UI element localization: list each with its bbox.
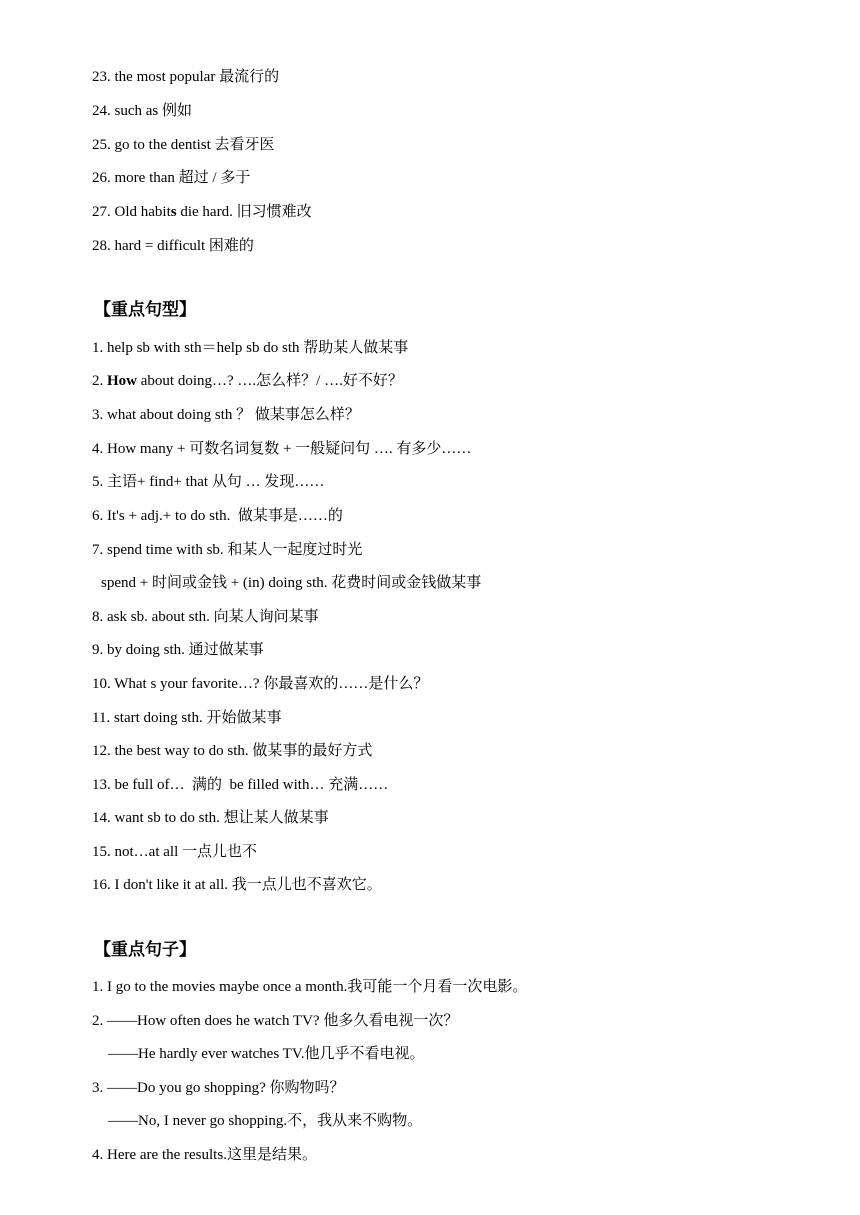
pattern-7b: spend + 时间或金钱 + (in) doing sth. 花费时间或金钱做某事 <box>101 575 482 591</box>
section-heading-patterns: 【重点句型】 <box>94 300 196 320</box>
phrase-25: 25. go to the dentist 去看牙医 <box>92 137 275 153</box>
phrase-27-bold: s <box>170 204 177 220</box>
pattern-1: 1. help sb with sth＝help sb do sth 帮助某人做某事 <box>92 340 409 356</box>
pattern-7: 7. spend time with sb. 和某人一起度过时光 <box>92 542 363 558</box>
sentence-1: 1. I go to the movies maybe once a month.我可能一个月看一次电影。 <box>92 979 528 995</box>
pattern-11: 11. start doing sth. 开始做某事 <box>92 710 282 726</box>
section-heading-sentences: 【重点句子】 <box>94 940 196 960</box>
pattern-2-post: about doing…? ….怎么样？/ ….好不好？ <box>137 373 403 389</box>
pattern-3: 3. what about doing sth ？ 做某事怎么样？ <box>92 407 360 423</box>
pattern-14: 14. want sb to do sth. 想让某人做某事 <box>92 810 329 826</box>
pattern-4: 4. How many + 可数名词复数 + 一般疑问句 …. 有多少…… <box>92 441 472 457</box>
sentence-3-answer: ——No, I never go shopping.不，我从来不购物。 <box>108 1113 423 1129</box>
pattern-15: 15. not…at all 一点儿也不 <box>92 844 257 860</box>
phrase-26: 26. more than 超过 / 多于 <box>92 170 251 186</box>
sentence-2-question: 2. ——How often does he watch TV? 他多久看电视一次？ <box>92 1013 459 1029</box>
phrase-27-post: die hard. 旧习惯难改 <box>176 204 312 220</box>
pattern-5: 5. 主语+ find+ that 从句 … 发现…… <box>92 474 325 490</box>
pattern-2-pre: 2. <box>92 373 107 389</box>
sentence-2-answer: ——He hardly ever watches TV.他几乎不看电视。 <box>108 1046 425 1062</box>
pattern-9: 9. by doing sth. 通过做某事 <box>92 642 264 658</box>
phrase-23: 23. the most popular 最流行的 <box>92 69 280 85</box>
pattern-16: 16. I don't like it at all. 我一点儿也不喜欢它。 <box>92 877 382 893</box>
pattern-12: 12. the best way to do sth. 做某事的最好方式 <box>92 743 373 759</box>
phrase-27 <box>92 202 312 222</box>
pattern-8: 8. ask sb. about sth. 向某人询问某事 <box>92 609 319 625</box>
pattern-6: 6. It's + adj.+ to do sth. 做某事是……的 <box>92 508 343 524</box>
pattern-2 <box>92 371 403 391</box>
pattern-13: 13. be full of… 满的 be filled with… 充满…… <box>92 777 389 793</box>
sentence-3-question: 3. ——Do you go shopping? 你购物吗？ <box>92 1080 345 1096</box>
sentence-4: 4. Here are the results.这里是结果。 <box>92 1147 317 1163</box>
phrase-28: 28. hard = difficult 困难的 <box>92 238 254 254</box>
phrase-27-pre: 27. Old habit <box>92 204 171 220</box>
pattern-2-bold: How <box>107 373 137 389</box>
phrase-24: 24. such as 例如 <box>92 103 192 119</box>
pattern-10: 10. What s your favorite…? 你最喜欢的……是什么？ <box>92 676 429 692</box>
